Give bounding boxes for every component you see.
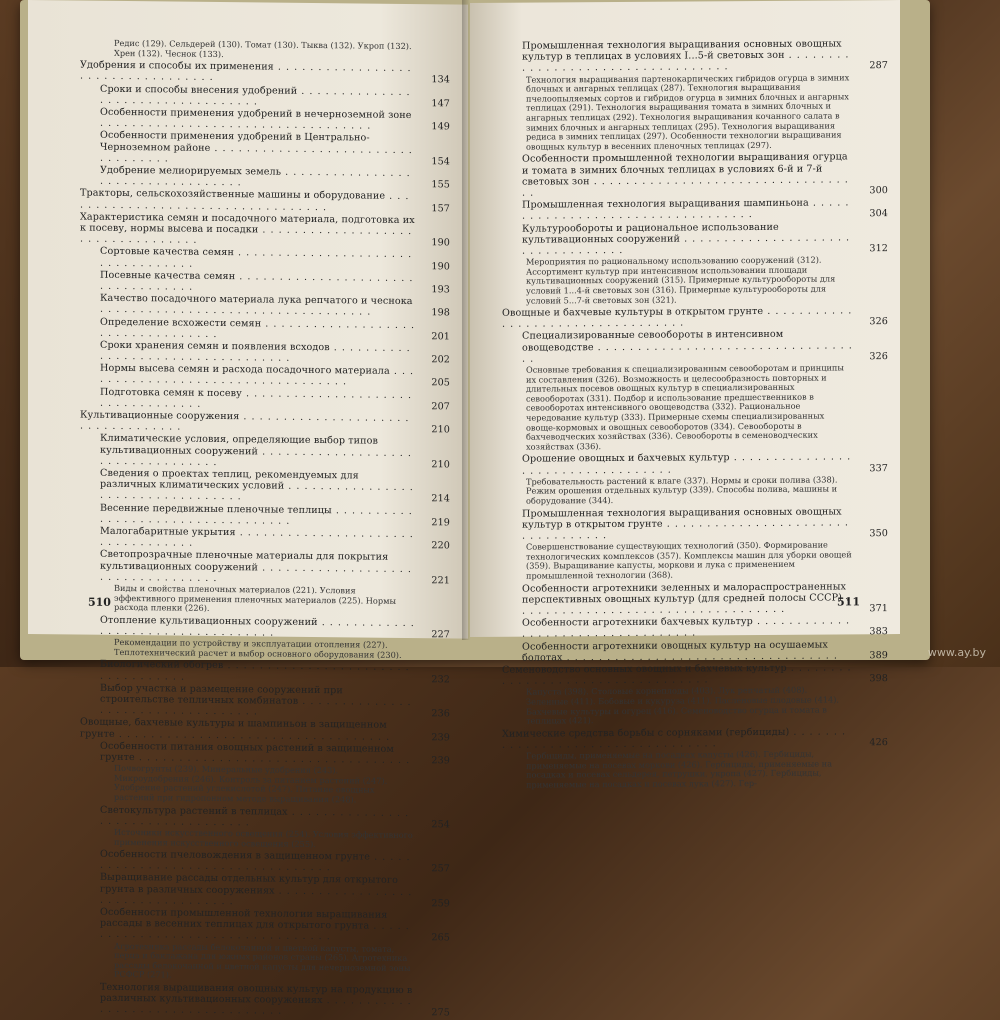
toc-entry-page: 154 bbox=[431, 155, 450, 168]
toc-entry-title: Тракторы, сельскохозяйственные машины и оборудование . . . bbox=[80, 188, 409, 213]
toc-entry bbox=[498, 221, 888, 257]
toc-entry-title: Овощные и бахчевые культуры в открытом грунте . . . bbox=[502, 305, 852, 330]
toc-entry-page: 254 bbox=[431, 818, 450, 831]
toc-entry bbox=[76, 468, 450, 506]
toc-entry-title: Промышленная технология выращивания шампиньона . . . bbox=[522, 197, 849, 221]
toc-entry bbox=[76, 269, 450, 295]
toc-entry-page: 214 bbox=[431, 493, 450, 505]
toc-entry-title: Химические средства борьбы с сорняками (гербициды) . . . bbox=[502, 726, 846, 751]
right-page bbox=[470, 0, 900, 790]
toc-entry bbox=[76, 60, 450, 86]
toc-entry-title: Особенности применения удобрений в нечерноземной зоне . . . bbox=[100, 107, 412, 132]
toc-entry-page: 219 bbox=[431, 517, 450, 529]
toc-entry-title: Выбор участка и размещение сооружений при строительстве тепличных комбинатов . . . bbox=[100, 683, 412, 718]
toc-entry-title: Особенности агротехники овощных культур на осушаемых болотах . . . bbox=[522, 639, 838, 663]
toc-entry-title: Весенние передвижные пленочные теплицы . . . bbox=[100, 502, 413, 526]
toc-entry bbox=[498, 581, 888, 617]
toc-entry-title: Сроки хранения семян и появления всходов . . . bbox=[100, 340, 411, 364]
toc-entry-page: 389 bbox=[869, 649, 888, 661]
toc-entry-page: 326 bbox=[869, 316, 888, 328]
toc-entry-page: 326 bbox=[869, 350, 888, 363]
toc-subtopics: Рекомендации по устройству и эксплуатации отопления (227). Теплотехнический расчет и выбор основного оборудования (230). bbox=[114, 637, 402, 660]
toc-entry-page: 149 bbox=[431, 121, 450, 133]
toc-entry-page: 202 bbox=[431, 354, 450, 366]
toc-entry-page: 198 bbox=[431, 307, 450, 319]
toc-entry-page: 304 bbox=[869, 208, 888, 220]
toc-entry bbox=[76, 106, 450, 132]
toc-subtopics: Почвогрунты (239). Минеральные удобрения (243). Микроудобрения (246). Контроль за питанием растений (247). Удобрение растений углекислотой (247). Питание овощных растений при гидропонном методе выращивания (248). bbox=[114, 763, 388, 805]
toc-entry-title: Особенности применения удобрений в Центрально-Черноземном районе . . . bbox=[100, 130, 413, 164]
book-gutter bbox=[462, 0, 476, 640]
toc-entry-page: 220 bbox=[431, 540, 450, 552]
toc-entry-page: 398 bbox=[869, 673, 888, 685]
toc-entry-page: 210 bbox=[431, 424, 450, 436]
toc-subtopics: Требовательность растений к влаге (337). Нормы и сроки полива (338). Режим орошения отдельных культур (339). Способы полива, машины и оборудование (344). bbox=[526, 474, 838, 506]
toc-entry-page: 257 bbox=[431, 863, 450, 875]
toc-entry-page: 155 bbox=[431, 179, 450, 191]
toc-entry-page: 190 bbox=[431, 260, 450, 272]
toc-entry-title: Овощные, бахчевые культуры и шампиньон в защищенном грунте . . . bbox=[80, 717, 390, 742]
toc-entry bbox=[76, 804, 450, 830]
toc-entry-page: 383 bbox=[869, 626, 888, 638]
toc-entry bbox=[76, 316, 450, 342]
toc-entry bbox=[76, 386, 450, 412]
toc-entry bbox=[76, 188, 450, 214]
toc-entry-title: Особенности агротехники бахчевых культур . . . bbox=[522, 616, 850, 640]
toc-entry bbox=[76, 849, 450, 875]
toc-entry bbox=[498, 151, 888, 199]
toc-entry bbox=[76, 717, 450, 743]
toc-entry-page: 210 bbox=[431, 459, 450, 471]
toc-entry-page: 275 bbox=[431, 1007, 450, 1019]
toc-entry bbox=[76, 293, 450, 319]
toc-entry bbox=[76, 872, 450, 910]
toc-entry-page: 205 bbox=[431, 377, 450, 389]
toc-entry-page: 190 bbox=[431, 237, 450, 249]
toc-entry-title: Климатические условия, определяющие выбор типов культивационных сооружений . . . bbox=[100, 433, 412, 468]
toc-entry-page: 287 bbox=[869, 60, 888, 72]
toc-entry bbox=[498, 639, 888, 664]
toc-entry-title: Качество посадочного материала лука репчатого и чеснока . . . bbox=[100, 293, 413, 318]
toc-entry-page: 426 bbox=[869, 736, 888, 749]
toc-entry bbox=[76, 502, 450, 528]
toc-entry bbox=[76, 982, 450, 1020]
toc-entry-title: Светокультура растений в теплицах . . . bbox=[100, 804, 409, 828]
toc-entry-title: Особенности промышленной технологии выращивания огурца и томата в зимних блочных теплицах в условиях 6-й и 7-й световых зон . . . bbox=[522, 152, 849, 199]
toc-entry bbox=[76, 614, 450, 640]
toc-entry-page: 239 bbox=[431, 755, 450, 767]
toc-entry bbox=[498, 615, 888, 640]
toc-entry-title: Культурообороты и рациональное использование культивационных сооружений . . . bbox=[522, 221, 850, 256]
toc-entry bbox=[76, 363, 450, 389]
toc-entry-title: Удобрения и способы их применения . . . bbox=[80, 60, 412, 84]
toc-entry bbox=[76, 549, 450, 587]
toc-subtopics: Совершенствование существующих технологий (350). Формирование технологических комплексов (357). Комплексы машин для уборки овощей (359). Выращивание капусты, моркови и лука с применением промышленной технологии (368). bbox=[526, 539, 852, 581]
toc-subtopics: Редис (129). Сельдерей (130). Томат (130). Тыква (132). Укроп (132). Хрен (132). Чеснок (133). bbox=[114, 37, 412, 59]
toc-entry-page: 201 bbox=[431, 330, 450, 343]
toc-subtopics: Гербициды, применяемые на посадках капусты (426). Гербициды, применяемые на посевах моркови (426). Гербициды, применяемые на посадках и посевах сельдерея, петрушки, укропа (427). Гербициды, применяемые на посадках и посевах лука (427). Гер- bbox=[526, 748, 832, 790]
toc-entry-title: Биологический обогрев . . . bbox=[100, 659, 410, 682]
toc-entry-title: Культивационные сооружения . . . bbox=[80, 410, 409, 433]
toc-entry-title: Нормы высева семян и расхода посадочного материала . . . bbox=[100, 363, 414, 388]
toc-entry-page: 147 bbox=[431, 97, 450, 110]
left-page bbox=[28, 0, 468, 1019]
toc-entry bbox=[76, 83, 450, 109]
toc-entry-title: Удобрение мелиорируемых земель . . . bbox=[100, 165, 411, 189]
toc-entry-title: Специализированные севообороты в интенсивном овощеводстве . . . bbox=[522, 329, 853, 364]
left-page-number: 510 bbox=[88, 595, 111, 609]
toc-entry-title: Семеноводство основных овощных и бахчевых культур . . . bbox=[502, 662, 852, 687]
toc-entry-title: Особенности промышленной технологии выращивания рассады в весенних теплицах для открытого грунта . . . bbox=[100, 907, 410, 943]
toc-entry-title: Сортовые качества семян . . . bbox=[100, 246, 412, 269]
toc-entry-title: Посевные качества семян . . . bbox=[100, 269, 413, 292]
toc-entry bbox=[498, 452, 888, 477]
toc-entry bbox=[76, 526, 450, 552]
toc-entry bbox=[498, 662, 888, 687]
toc-entry-page: 227 bbox=[431, 629, 450, 641]
toc-entry-page: 300 bbox=[869, 185, 888, 197]
toc-entry-title: Отопление культивационных сооружений . . . bbox=[100, 615, 415, 639]
toc-entry-page: 259 bbox=[431, 898, 450, 910]
toc-entry-title: Сведения о проектах теплиц, рекомендуемых для различных климатических условий . . . bbox=[100, 468, 414, 503]
toc-entry-title: Сроки и способы внесения удобрений . . . bbox=[100, 83, 411, 107]
toc-entry bbox=[498, 506, 888, 542]
toc-entry bbox=[76, 130, 450, 168]
toc-entry bbox=[498, 329, 888, 365]
toc-entry bbox=[76, 907, 450, 945]
toc-entry-title: Технология выращивания овощных культур на продукцию в различных культивационных сооружениях . . . bbox=[100, 982, 412, 1017]
toc-subtopics: Технология выращивания партенокарпических гибридов огурца в зимних блочных и ангарных теплицах (287). Технология выращивания пчелоопыляемых сортов и гибридов огурца в зимних блочных и ангарных теплицах (291). Технология выращивания томата в зимних блочных и ангарных теплицах (292). Технология выращивания кочанного салата в зимних блочных и ангарных теплицах (295). Технология выращивания редиса в зимних теплицах (297). Особенности технологии выращивания овощных культур в весенних пленочных теплицах (297). bbox=[526, 71, 850, 152]
toc-entry bbox=[76, 740, 450, 766]
left-toc bbox=[28, 0, 468, 1020]
toc-entry-page: 134 bbox=[431, 74, 450, 86]
toc-entry bbox=[76, 433, 450, 471]
toc-subtopics: Капуста (398). Столовые корнеплоды (403). Лук репчатый (408). Зеленные (411). Бобовые и кукуруза (411). Пасленовые плодовые (414). Бахчевые культуры и огурец (416). Семеноводство огурца и томата в теплицах (421). bbox=[526, 684, 839, 726]
toc-entry-page: 312 bbox=[869, 243, 888, 255]
toc-entry bbox=[76, 211, 450, 249]
toc-entry-page: 371 bbox=[869, 603, 888, 615]
toc-subtopics: Источники искусственного освещения (254). Условия эффективного применения искусственного освещения (255). bbox=[114, 826, 413, 849]
toc-subtopics: Основные требования к специализированным севооборотам и принципы их составления (326). Возможность и целесообразность повторных и длительных посевов овощных культур в специализированных севооборотах (331). Подбор и использование предшественников в севооборотах интенсивного овощеводства (332). Рациональное чередование культур (333). Примерные схемы специализированных овоще-кормовых и овощных севооборотов (334). Севообороты в бахчеводческих хозяйствах (336). Севообороты в семеноводческих хозяйствах (336). bbox=[526, 362, 844, 452]
toc-subtopics: Агротехника рассады белокочанной и цветной капусты, томата, перца и баклажана для южных районов страны (265). Агротехника рассады белокочанной и цветной капусты для нечерноземной зоны РСФСР (271). bbox=[114, 940, 411, 980]
toc-entry-title: Определение всхожести семян . . . bbox=[100, 316, 415, 339]
toc-subtopics: Мероприятия по рациональному использованию сооружений (312). Ассортимент культур при интенсивном использовании площади культивационных сооружений (315). Примерные культурообороты для условий 1...4-й световых зон (316). Примерные культурообороты для условий 5...7-й световых зон (321). bbox=[526, 254, 836, 306]
toc-entry-title: Выращивание рассады отдельных культур для открытого грунта в различных сооружениях . . . bbox=[100, 872, 412, 907]
toc-entry-page: 232 bbox=[431, 673, 450, 685]
toc-entry-title: Характеристика семян и посадочного материала, подготовка их к посеву, нормы высева и посадки . . . bbox=[80, 211, 415, 246]
toc-entry-page: 207 bbox=[431, 401, 450, 413]
right-toc bbox=[470, 0, 900, 792]
toc-entry-title: Орошение овощных и бахчевых культур . . . bbox=[522, 452, 851, 477]
toc-entry bbox=[498, 726, 888, 751]
toc-entry-page: 221 bbox=[431, 575, 450, 587]
toc-entry bbox=[76, 410, 450, 436]
toc-subtopics: Виды и свойства пленочных материалов (221). Условия эффективного применения пленочных материалов (225). Нормы расхода пленки (226). bbox=[114, 582, 396, 614]
toc-entry-title: Малогабаритные укрытия . . . bbox=[100, 526, 414, 549]
toc-entry-title: Подготовка семян к посеву . . . bbox=[100, 386, 412, 409]
toc-entry bbox=[76, 164, 450, 190]
toc-entry-title: Промышленная технология выращивания основных овощных культур в теплицах в условиях I...5-й световых зон . . . bbox=[522, 38, 849, 74]
right-page-number: 511 bbox=[837, 595, 860, 609]
toc-entry-page: 193 bbox=[431, 284, 450, 296]
toc-entry bbox=[76, 246, 450, 272]
toc-entry bbox=[498, 197, 888, 222]
toc-entry-page: 236 bbox=[431, 708, 450, 720]
toc-entry-title: Особенности агротехники зеленных и малораспространенных перспективных овощных культур (для средней полосы СССР) . . . bbox=[522, 581, 850, 617]
watermark: www.ay.by bbox=[927, 646, 986, 659]
toc-entry bbox=[498, 305, 888, 330]
toc-entry bbox=[76, 659, 450, 685]
toc-entry bbox=[76, 339, 450, 365]
toc-entry bbox=[76, 682, 450, 720]
toc-entry-title: Особенности пчеловождения в защищенном грунте . . . bbox=[100, 849, 411, 874]
toc-entry-page: 350 bbox=[869, 528, 888, 540]
toc-entry-page: 265 bbox=[431, 932, 450, 944]
toc-entry-page: 157 bbox=[431, 202, 450, 214]
toc-entry bbox=[498, 38, 888, 74]
toc-entry-title: Светопрозрачные пленочные материалы для покрытия культивационных сооружений . . . bbox=[100, 549, 412, 584]
toc-entry-title: Особенности питания овощных растений в защищенном грунте . . . bbox=[100, 741, 410, 766]
toc-entry-page: 337 bbox=[869, 462, 888, 474]
toc-entry-title: Промышленная технология выращивания основных овощных культур в открытом грунте . . . bbox=[522, 506, 849, 542]
toc-entry-page: 239 bbox=[431, 731, 450, 743]
